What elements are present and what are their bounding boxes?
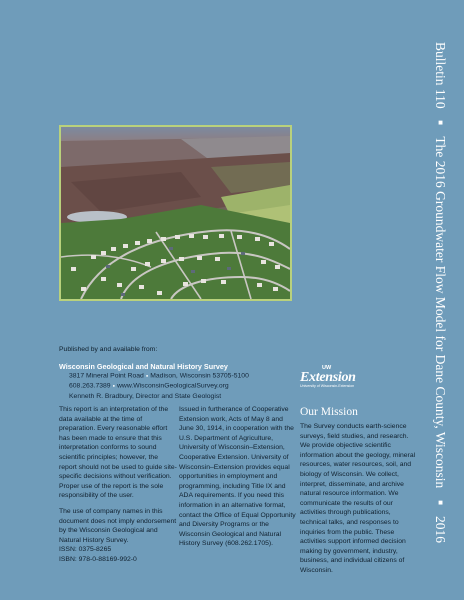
publisher-contact	[59, 381, 319, 391]
logo-extension-text: Extension	[300, 370, 356, 385]
publisher-address	[59, 371, 319, 381]
identifiers	[59, 545, 137, 564]
spine-series: Bulletin 110	[433, 42, 448, 109]
extension-notice-column	[179, 405, 297, 555]
disclaimer-column	[59, 405, 177, 551]
spine-separator: ■	[436, 497, 445, 507]
extension-notice: Issued in furtherance of Cooperative Extension work, Acts of May 8 and June 30, 1914, in cooperation with the U.S. Department of Agriculture, University of Wisconsin–Extension, Cooperative Extension. University of Wisconsin–Extension provides equal opportunities in employment and programming, including Title IX and ADA requirements. If you need this information in an alternative format, contact the Office of Equal Opportunity and Diversity Programs or the Wisconsin Geological and Natural History Survey (608.262.1705).	[179, 406, 296, 548]
publisher-name: Wisconsin Geological and Natural History Survey	[59, 361, 228, 371]
spine-year: 2016	[433, 516, 448, 544]
publisher-block	[59, 345, 319, 401]
issn: ISSN: 0375-8265	[59, 546, 112, 553]
bullet-separator: ●	[112, 383, 115, 389]
logo-subtitle: University of Wisconsin-Extension	[300, 384, 355, 388]
publisher-director: Kenneth R. Bradbury, Director and State Geologist	[69, 392, 222, 400]
spine-title	[424, 42, 456, 544]
publisher-street: 3817 Mineral Point Road	[69, 372, 144, 380]
bullet-separator: ●	[145, 373, 149, 379]
uw-extension-logo	[300, 365, 364, 395]
logo-uw-text: UW	[322, 365, 332, 371]
mission-body: The Survey conducts earth-science surveys, field studies, and research. We provide objective scientific information about the geology, mineral resources, water resources, soil, and biology of Wisconsin. We collect, interpret, disseminate, and archive natural resource information. We communicate the results of our activities through publications, technical talks, and responses to inquiries from the public. These activities support informed decision making by government, industry, business, and individual citizens of Wisconsin.	[300, 423, 416, 574]
mission-title: Our Mission	[300, 406, 358, 418]
disclaimer-paragraph: The use of company names in this document does not imply endorsement by the Wisconsin Geological and Natural History Survey.	[59, 507, 177, 544]
publisher-intro: Published by and available from:	[59, 346, 158, 353]
aerial-photo	[59, 125, 292, 301]
isbn: ISBN: 978-0-88169-992-0	[59, 555, 137, 563]
spine-report-title: The 2016 Groundwater Flow Model for Dane County, Wisconsin	[433, 136, 448, 489]
publisher-city: Madison, Wisconsin 53705-5100	[150, 372, 249, 380]
publisher-phone: 608.263.7389	[69, 382, 111, 390]
spine-separator: ■	[436, 118, 445, 127]
disclaimer-paragraph: This report is an interpretation of the data available at the time of preparation. Every reasonable effort has been made to ensure that this interpretation conforms to sound scientific principles; however, the report should not be used to guide site-specific decisions without verification. Proper use of the report is the sole responsibility of the user.	[59, 406, 177, 500]
mission-column	[300, 406, 418, 582]
publisher-website: www.WisconsinGeologicalSurvey.org	[117, 382, 229, 390]
